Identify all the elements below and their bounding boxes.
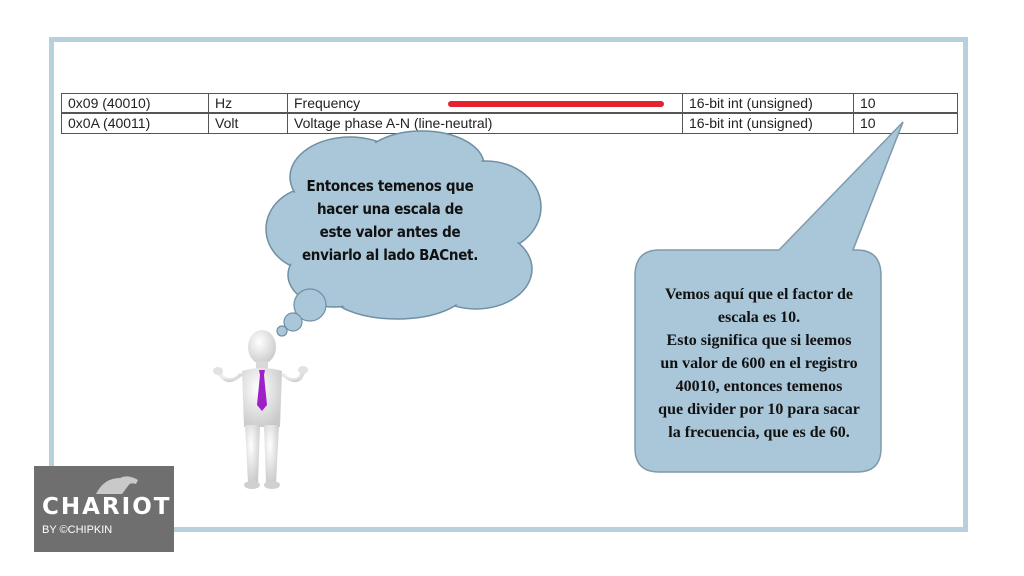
chariot-logo xyxy=(34,466,174,552)
thought-line: Entonces temenos que xyxy=(306,177,474,195)
scale-cell: 10 xyxy=(854,94,958,113)
thought-line: este valor antes de xyxy=(319,223,461,241)
scale-cell: 10 xyxy=(854,114,958,134)
name-cell: Voltage phase A-N (line-neutral) xyxy=(288,114,683,134)
logo-brand: CHARIOT xyxy=(42,494,172,520)
address-cell: 0x09 (40010) xyxy=(62,94,209,113)
person-figure-icon xyxy=(210,325,310,490)
unit-cell: Hz xyxy=(209,94,288,113)
speech-line: Esto significa que si leemos xyxy=(666,332,852,349)
address-cell: 0x0A (40011) xyxy=(62,114,209,134)
type-cell: 16-bit int (unsigned) xyxy=(683,114,854,134)
speech-line: escala es 10. xyxy=(717,309,801,326)
thought-text xyxy=(300,175,480,267)
speech-text xyxy=(645,283,873,444)
speech-line: 40010, entonces temenos xyxy=(675,378,843,395)
speech-line: un valor de 600 en el registro xyxy=(660,355,858,372)
speech-line: la frecuencia, que es de 60. xyxy=(668,424,850,441)
type-cell: 16-bit int (unsigned) xyxy=(683,94,854,113)
speech-line: Vemos aquí que el factor de xyxy=(665,286,853,303)
thought-line: enviarlo al lado BACnet. xyxy=(301,246,479,264)
name-cell: Frequency xyxy=(288,94,683,113)
thought-line: hacer una escala de xyxy=(316,200,464,218)
red-highlight-line xyxy=(448,101,664,107)
speech-line: que divider por 10 para sacar xyxy=(658,401,860,418)
unit-cell: Volt xyxy=(209,114,288,134)
logo-by: BY ©CHIPKIN xyxy=(42,524,113,536)
